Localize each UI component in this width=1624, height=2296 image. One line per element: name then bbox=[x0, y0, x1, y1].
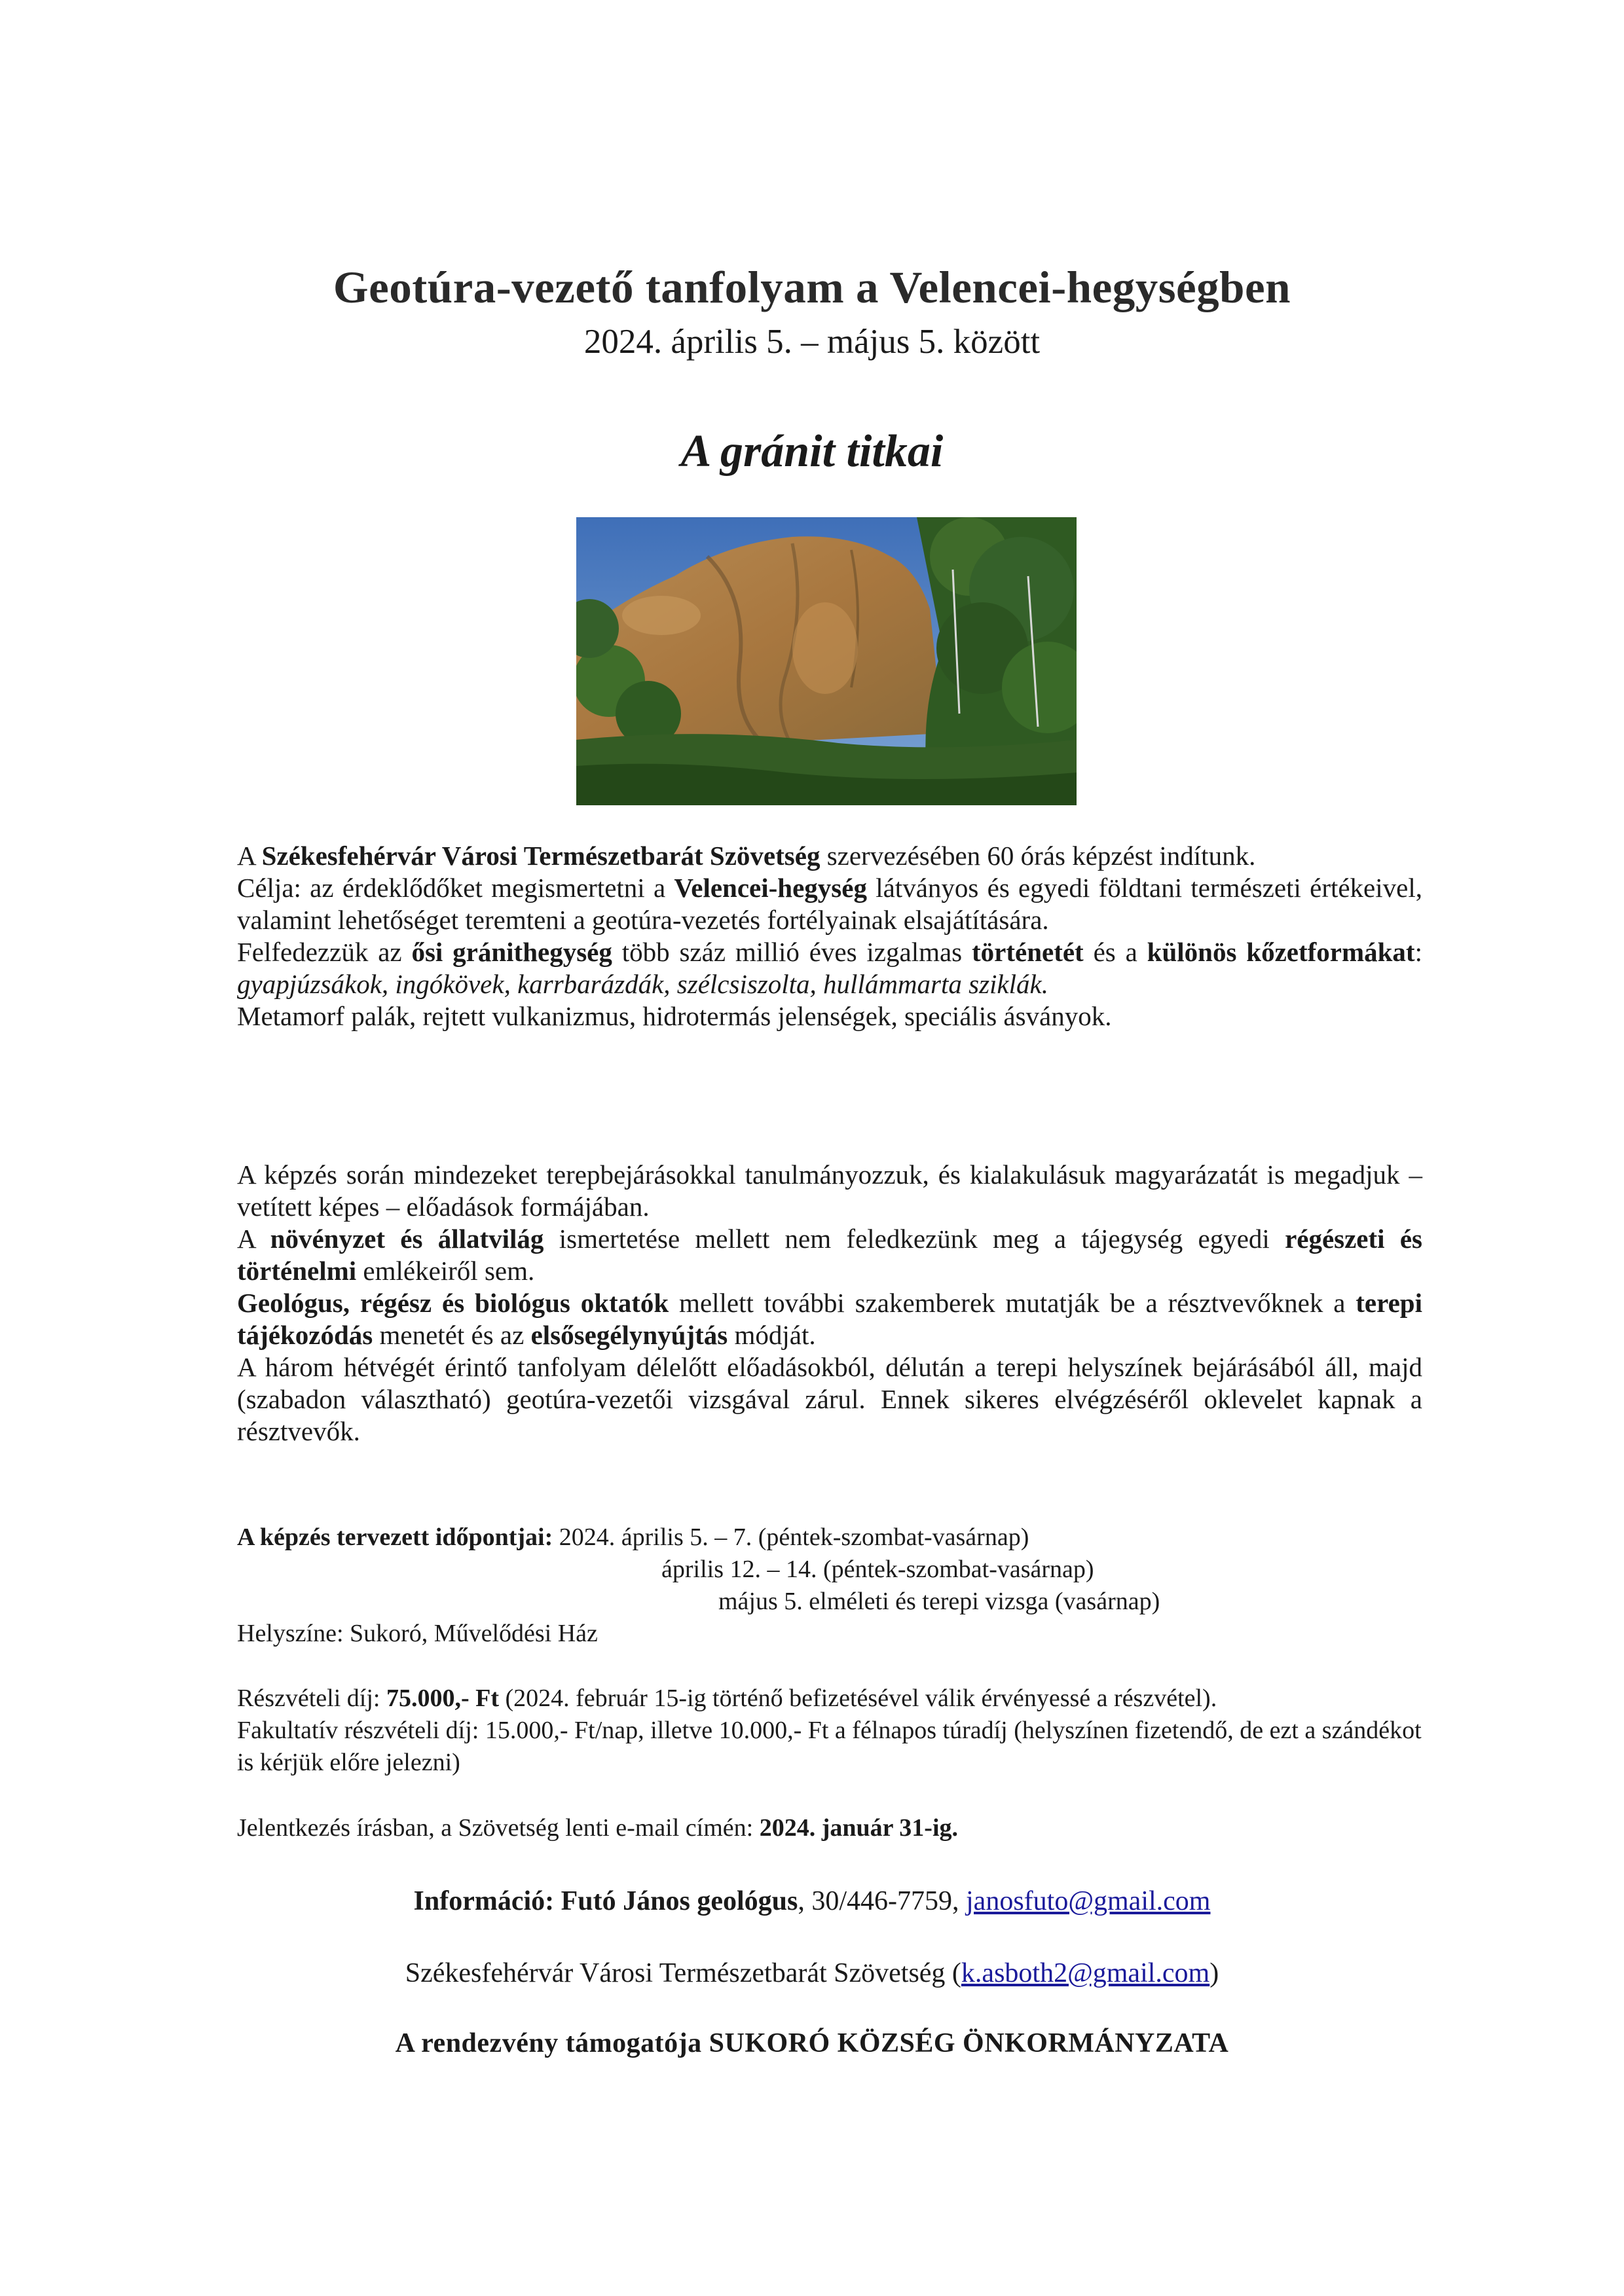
ancient-granite-emphasis: ősi gránithegység bbox=[411, 937, 612, 967]
schedule-label: A képzés tervezett időpontjai: bbox=[237, 1523, 553, 1551]
discover-text: : bbox=[1414, 937, 1422, 967]
intro-section bbox=[237, 840, 1422, 1032]
course-dates: 2024. április 5. – május 5. között bbox=[583, 323, 1041, 361]
schedule-row-1 bbox=[237, 1522, 1422, 1554]
granite-cliff-icon bbox=[576, 517, 1077, 805]
course-paragraph: A három hétvégét érintő tanfolyam délelőtt előadásokból, délután a terepi helyszínek bejárásából áll, majd (szabadon választható) geotúra-vezetői vizsgával zárul. Ennek sikeres elvégzéséről oklevelet kapnak a résztvevők. bbox=[237, 1352, 1422, 1446]
email-link-janosfuto[interactable]: janosfuto@gmail.com bbox=[966, 1886, 1211, 1916]
schedule-row-3 bbox=[237, 1586, 1422, 1618]
goal-text: látványos és egyedi földtani természeti értékeivel, valamint lehetőséget teremteni a geotúra-vezetés fortélyainak elsajátítására. bbox=[237, 873, 1422, 935]
fee-line bbox=[237, 1683, 1422, 1715]
registration-deadline: 2024. január 31-ig. bbox=[759, 1814, 959, 1842]
info-line bbox=[0, 1886, 1624, 1917]
flora-emphasis: növényzet és állatvilág bbox=[270, 1224, 544, 1254]
fee-text: (2024. február 15-ig történő befizetésével válik érvényessé a részvétel). bbox=[498, 1685, 1217, 1712]
schedule-date: május 5. elméleti és terepi vizsga (vasárnap) bbox=[718, 1588, 1160, 1615]
document-subtitle: A gránit titkai bbox=[680, 426, 944, 477]
first-aid-emphasis: elsősegélynyújtás bbox=[530, 1320, 728, 1350]
document-title: Geotúra-vezető tanfolyam a Velencei-hegységben bbox=[333, 263, 1291, 312]
association-name: Székesfehérvár Városi Természetbarát Szövetség ( bbox=[405, 1958, 961, 1988]
registration-text: Jelentkezés írásban, a Szövetség lenti e-mail címén: bbox=[237, 1814, 760, 1842]
survey-paragraph: A képzés során mindezeket terepbejárásokkal tanulmányozzuk, és kialakulásuk magyarázatát is megadjuk – vetített képes – előadások formájában. bbox=[237, 1159, 1422, 1222]
flora-text: ismertetése mellett nem feledkezünk meg a tájegység egyedi bbox=[544, 1224, 1285, 1254]
schedule-date: április 12. – 14. (péntek-szombat-vasárnap) bbox=[661, 1556, 1094, 1583]
association-line bbox=[0, 1958, 1624, 1989]
schedule-section bbox=[237, 1522, 1422, 1650]
discover-text: és a bbox=[1083, 937, 1147, 967]
details-section bbox=[237, 1159, 1422, 1448]
schedule-row-2 bbox=[237, 1554, 1422, 1586]
association-close: ) bbox=[1209, 1958, 1219, 1988]
rock-forms-list: gyapjúzsákok, ingókövek, karrbarázdák, szélcsiszolta, hullámmarta sziklák. bbox=[237, 969, 1048, 999]
discover-text: több száz millió éves izgalmas bbox=[612, 937, 972, 967]
discover-paragraph bbox=[237, 936, 1422, 1000]
discover-text: Felfedezzük az bbox=[237, 937, 412, 967]
goal-text: Célja: az érdeklődőket megismertetni a bbox=[237, 873, 674, 903]
email-link-asboth[interactable]: k.asboth2@gmail.com bbox=[961, 1958, 1210, 1988]
intro-paragraph bbox=[237, 840, 1422, 872]
optional-fee: Fakultatív részvételi díj: 15.000,- Ft/nap, illetve 10.000,- Ft a félnapos túradíj (helyszínen fizetendő, de ezt a szándékot is kérjük előre jelezni) bbox=[237, 1717, 1422, 1776]
archaeology-emphasis: régészeti és történelmi bbox=[237, 1224, 1422, 1286]
velencei-emphasis: Velencei-hegység bbox=[674, 873, 867, 903]
fees-section bbox=[237, 1683, 1422, 1779]
history-emphasis: történetét bbox=[972, 937, 1084, 967]
fee-amount: 75.000,- Ft bbox=[386, 1685, 499, 1712]
fee-text: Részvételi díj: bbox=[237, 1685, 386, 1712]
teachers-paragraph bbox=[237, 1287, 1422, 1351]
orientation-emphasis: terepi tájékozódás bbox=[237, 1288, 1422, 1350]
metamorph-paragraph: Metamorf palák, rejtett vulkanizmus, hidrotermás jelenségek, speciális ásványok. bbox=[237, 1001, 1112, 1031]
location-row: Helyszíne: Sukoró, Művelődési Ház bbox=[237, 1620, 598, 1647]
teachers-text: menetét és az bbox=[373, 1320, 531, 1350]
teachers-text: módját. bbox=[728, 1320, 816, 1350]
registration-line bbox=[237, 1812, 1422, 1844]
intro-text: A bbox=[237, 841, 262, 871]
phone-number: , 30/446-7759, bbox=[798, 1886, 967, 1916]
sponsor-line: A rendezvény támogatója SUKORÓ KÖZSÉG ÖNKORMÁNYZATA bbox=[395, 2028, 1229, 2058]
schedule-date: 2024. április 5. – 7. (péntek-szombat-vasárnap) bbox=[553, 1523, 1029, 1551]
flora-paragraph bbox=[237, 1223, 1422, 1287]
goal-paragraph bbox=[237, 872, 1422, 936]
rock-forms-emphasis: különös kőzetformákat bbox=[1147, 937, 1415, 967]
organization-name: Székesfehérvár Városi Természetbarát Szövetség bbox=[261, 841, 821, 871]
info-label: Információ: Futó János geológus bbox=[413, 1886, 798, 1916]
intro-text: szervezésében 60 órás képzést indítunk. bbox=[820, 841, 1256, 871]
granite-cliff-photo bbox=[576, 517, 1077, 805]
flora-text: A bbox=[237, 1224, 270, 1254]
teachers-text: mellett további szakemberek mutatják be a résztvevőknek a bbox=[669, 1288, 1356, 1318]
flora-text: emlékeiről sem. bbox=[356, 1256, 535, 1286]
teachers-emphasis: Geológus, régész és biológus oktatók bbox=[237, 1288, 669, 1318]
